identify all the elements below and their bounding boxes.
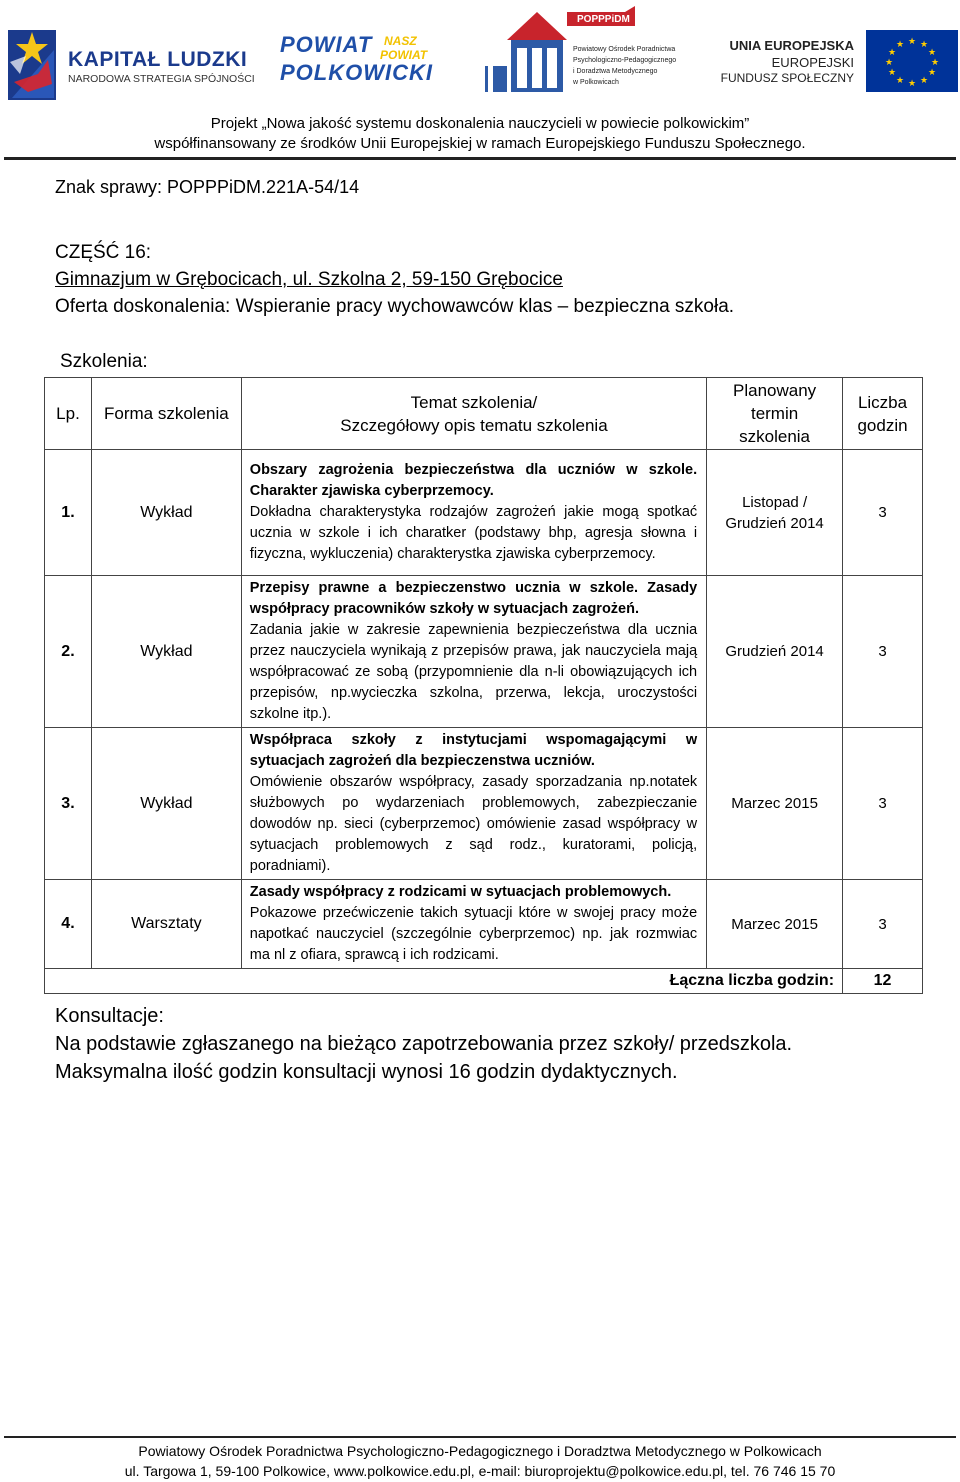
svg-text:★: ★	[930, 58, 940, 68]
popppidm-name-1: Powiatowy Ośrodek Poradnictwa	[573, 46, 676, 53]
row-description	[241, 576, 706, 728]
svg-text:★: ★	[895, 40, 905, 50]
kl-subtitle: NARODOWA STRATEGIA SPÓJNOŚCI	[68, 73, 255, 85]
row-description	[241, 728, 706, 880]
svg-text:★: ★	[919, 76, 929, 86]
header-term	[707, 378, 843, 450]
eu-line-1: UNIA EUROPEJSKA	[729, 38, 854, 53]
footer-line-2: ul. Targowa 1, 59-100 Polkowice, www.polkowice.edu.pl, e-mail: biuroprojektu@polkowice.edu.pl, tel. 76 746 15 70	[124, 1463, 836, 1479]
popppidm-badge: POPPPiDM	[577, 14, 630, 25]
row-lp: 4.	[45, 880, 92, 969]
row-detail: Dokładna charakterystyka rodzajów zagrożeń jakie mogą spotkać ucznia w szkole i ich charatker (podstawy bhp, agresja słowna i fizyczna, wykluczenia) charakterystka zjawiska cyberprzemocy.	[249, 504, 698, 562]
row-lp: 3.	[45, 728, 92, 880]
row-term-line-1: Marzec 2015	[731, 795, 818, 812]
svg-text:★: ★	[887, 48, 897, 58]
header-topic	[241, 378, 706, 450]
row-term	[707, 728, 843, 880]
header-term-line-3: szkolenia	[739, 427, 811, 446]
header-term-line-1: Planowany	[733, 381, 817, 400]
svg-text:★: ★	[919, 40, 929, 50]
row-hours: 3	[843, 728, 923, 880]
header-form: Forma szkolenia	[91, 378, 241, 450]
row-detail: Pokazowe przećwiczenie takich sytuacji które w swojej pracy może napotkać nauczyciel (szczególnie cyberprzemoc) np. jak rozmwiac ma nl z ofiara, sprawcą i ich rodzicami.	[249, 905, 698, 963]
consultations-heading: Konsultacje:	[55, 1005, 164, 1027]
eu-flag-icon	[866, 30, 958, 92]
row-detail: Omówienie obszarów współpracy, zasady sporzadzania np.notatek służbowych po wydarzeniach problemowych, zabezpieczanie dowodów np. sieci (cyberprzemoc) omówienie zasad współpracy w sytuacjach problemowych z sąd rodz., kuratorami, policją, poradniami).	[249, 774, 698, 874]
row-form: Warsztaty	[91, 880, 241, 969]
offer-title: Oferta doskonalenia: Wspieranie pracy wychowawców klas – bezpieczna szkoła.	[55, 296, 735, 317]
popppidm-name-4: w Polkowicach	[573, 79, 619, 86]
svg-text:★: ★	[907, 79, 917, 89]
project-line-1: Projekt „Nowa jakość systemu doskonalenia nauczycieli w powiecie polkowickim”	[210, 115, 750, 132]
svg-text:★: ★	[884, 58, 894, 68]
trainings-heading: Szkolenia:	[60, 351, 148, 372]
header-term-line-2: termin	[750, 404, 799, 423]
row-lp: 2.	[45, 576, 92, 728]
header-hours-line-1: Liczba	[857, 392, 908, 412]
row-form: Wykład	[91, 576, 241, 728]
header-lp: Lp.	[45, 378, 92, 450]
powiat-polkowicki-logo	[280, 32, 440, 90]
row-title: Współpraca szkoły z instytucjami wspomagającymi w sytuacjach zagrożeń dla bezpieczenstwa uczniów.	[249, 732, 698, 769]
row-term	[707, 576, 843, 728]
row-term-line-1: Marzec 2015	[731, 915, 818, 933]
svg-text:★: ★	[887, 68, 897, 78]
eu-line-2: EUROPEJSKI	[771, 55, 854, 70]
svg-text:★: ★	[895, 76, 905, 86]
row-term	[707, 880, 843, 969]
part-number: CZĘŚĆ 16:	[55, 242, 152, 263]
row-title: Obszary zagrożenia bezpieczeństwa dla uczniów w szkole. Charakter zjawiska cyberprzemocy.	[249, 462, 698, 499]
polkowicki-word: POLKOWICKI	[280, 60, 433, 85]
case-number: Znak sprawy: POPPPiDM.221A-54/14	[55, 177, 360, 197]
row-hours: 3	[843, 880, 923, 969]
row-term-line-1: Listopad /	[742, 493, 808, 511]
svg-text:★: ★	[927, 68, 937, 78]
row-description	[241, 450, 706, 576]
consultations-line-1: Na podstawie zgłaszanego na bieżąco zapotrzebowania przez szkoły/ przedszkola.	[55, 1033, 793, 1055]
table-row	[45, 728, 923, 880]
row-term-line-2: Grudzień 2014	[725, 514, 824, 532]
row-term	[707, 450, 843, 576]
footer-rule	[4, 1436, 956, 1438]
svg-text:★: ★	[927, 48, 937, 58]
kl-title: KAPITAŁ LUDZKI	[68, 48, 248, 71]
trainings-table	[44, 377, 923, 994]
powiat-word: POWIAT	[280, 32, 373, 57]
header-topic-line-2: Szczegółowy opis tematu szkolenia	[340, 415, 608, 435]
project-line-2: współfinansowany ze środków Unii Europejskiej w ramach Europejskiego Funduszu Społecznego.	[154, 135, 806, 152]
row-title: Przepisy prawne a bezpieczenstwo ucznia w szkole. Zasady współpracy pracowników szkoły w sytuacjach zagrożeń.	[249, 580, 698, 617]
nasz-powiat-word: POWIAT	[380, 48, 428, 62]
popppidm-logo	[485, 6, 690, 96]
footer-line-1: Powiatowy Ośrodek Poradnictwa Psychologiczno-Pedagogicznego i Doradztwa Metodycznego w Polkowicach	[138, 1443, 822, 1459]
row-lp: 1.	[45, 450, 92, 576]
popppidm-name-3: i Doradztwa Metodycznego	[573, 68, 658, 75]
popppidm-name-2: Psychologiczno-Pedagogicznego	[573, 57, 677, 64]
row-title: Zasady współpracy z rodzicami w sytuacjach problemowych.	[249, 884, 672, 900]
table-row	[45, 450, 923, 576]
header-hours	[843, 378, 923, 450]
total-value: 12	[843, 969, 923, 994]
row-description	[241, 880, 706, 969]
eu-line-3: FUNDUSZ SPOŁECZNY	[720, 71, 854, 85]
total-label: Łączna liczba godzin:	[45, 969, 843, 994]
unia-europejska-logo	[720, 30, 958, 94]
header-topic-line-1: Temat szkolenia/	[410, 392, 538, 412]
row-form: Wykład	[91, 450, 241, 576]
row-form: Wykład	[91, 728, 241, 880]
table-header-row	[45, 378, 923, 450]
row-term-line-1: Grudzień 2014	[725, 643, 824, 660]
row-hours: 3	[843, 576, 923, 728]
total-row	[45, 969, 923, 994]
row-hours: 3	[843, 450, 923, 576]
school-address: Gimnazjum w Grębocicach, ul. Szkolna 2, 59-150 Grębocice	[55, 269, 563, 290]
svg-text:★: ★	[907, 37, 917, 47]
table-row	[45, 880, 923, 969]
header-rule	[4, 157, 956, 160]
nasz-word: NASZ	[384, 34, 417, 48]
header-hours-line-2: godzin	[857, 415, 908, 435]
kapital-ludzki-logo	[8, 22, 255, 102]
consultations-line-2: Maksymalna ilość godzin konsultacji wynosi 16 godzin dydaktycznych.	[55, 1061, 678, 1083]
row-detail: Zadania jakie w zakresie zapewnienia bezpieczeństwa dla ucznia przez nauczyciela wynikają z przepisów prawa, jak nauczyciela mają współpracować ze sobą (przypomnienie dla n-li obowiązujących ich przepisów, np.wycieczka szkolna, przerwa, lekcja, uroczystości szkolne itp.).	[249, 622, 698, 722]
table-row	[45, 576, 923, 728]
